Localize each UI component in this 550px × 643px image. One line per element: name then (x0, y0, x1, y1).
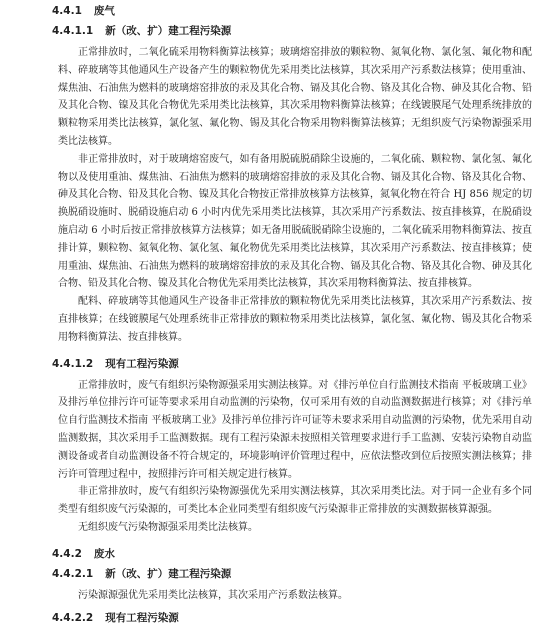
section-heading-4-4-2-2 (52, 611, 532, 625)
section-heading-4-4-1 (52, 4, 532, 18)
section-number: 4.4.1.1 (52, 25, 94, 37)
section-title: 新（改、扩）建工程污染源 (105, 25, 232, 37)
section-title: 新（改、扩）建工程污染源 (105, 567, 232, 580)
section-title: 废气 (93, 5, 115, 17)
section-title: 现有工程污染源 (105, 357, 179, 370)
section-heading-4-4-2 (52, 547, 532, 561)
paragraph-abnormal-emission-existing: 非正常排放时，废气有组织污染物源强优先采用实测法核算，其次采用类比法。对于同一企业有多个同类型有组织废气污染源的，可类比本企业同类型有组织废气污染源非正常排放的实测数据核算源强。 (58, 486, 532, 516)
paragraph-fugitive-emission: 无组织废气污染物源强采用类比法核算。 (78, 521, 258, 533)
paragraph-abnormal-emission-kiln: 非正常排放时，对于玻璃熔窑废气，如有备用脱硫脱硝除尘设施的，二氧化硫、颗粒物、氯化氢、氟化物以及使用重油、煤焦油、石油焦为燃料的玻璃熔窑排放的汞及其化合物、镉及其化合物、铬及其化合物、砷及其化合物、铅及其化合物、镍及其化合物按正常排放核算方法核算，氮氧化物在符合 HJ 856 规定的切换脱硝设施时、脱硝设施启动 6 小时内优先采用类比法核算，其次采用产污系数法、按直排核算，在脱硝设施启动 6 小时后按正常排放核算方法核算；如无备用脱硫脱硝除尘设施的，二氧化硫采用物料衡算法、按直排计算，颗粒物、氮氧化物、氯化氢、氟化物优先采用类比法核算，其次采用产污系数法、按直排核算；使用重油、煤焦油、石油焦为燃料的玻璃熔窑排放的汞及其化合物、镉及其化合物、铬及其化合物、砷及其化合物、铅及其化合物、镍及其化合物优先采用类比法核算，其次采用物料衡算法、按直排核算。 (58, 153, 532, 290)
section-heading-4-4-2-1 (52, 567, 532, 581)
paragraph-abnormal-emission-other: 配料、碎玻璃等其他通风生产设备非正常排放的颗粒物优先采用类比法核算，其次采用产污系数法、按直排核算；在线镀膜尾气处理系统非正常排放的颗粒物采用类比法核算，氯化氢、氟化物、锡及其化合物采用物料衡算法、按直排核算。 (58, 296, 532, 343)
section-number: 4.4.2.1 (52, 567, 94, 580)
section-number: 4.4.1 (52, 5, 82, 17)
section-number: 4.4.1.2 (52, 357, 94, 370)
paragraph-normal-emission-existing: 正常排放时，废气有组织污染物源强采用实测法核算。对《排污单位自行监测技术指南 平板玻璃工业》及排污单位排污许可证等要求采用自动监测的污染物，仅可采用有效的自动监测数据进行核算；对《排污单位自行监测技术指南 平板玻璃工业》及排污单位排污许可证等未要求采用自动监测的污染物，优先采用自动监测数据，其次采用手工监测数据。现有工程污染源未按照相关管理要求进行手工监测、安装污染物自动监测设备或者自动监测设备不符合规定的，环境影响评价管理过程中，应依法整改到位后按照实测法核算；排污许可管理过程中，按照排污许可相关规定进行核算。 (58, 379, 532, 480)
section-title: 废水 (93, 547, 115, 560)
section-number: 4.4.2 (52, 547, 82, 560)
section-number: 4.4.2.2 (52, 611, 94, 624)
section-title: 现有工程污染源 (105, 611, 179, 624)
section-heading-4-4-1-2 (52, 357, 532, 371)
paragraph-normal-emission-new: 正常排放时，二氧化硫采用物料衡算法核算；玻璃熔窑排放的颗粒物、氮氧化物、氯化氢、氟化物和配料、碎玻璃等其他通风生产设备产生的颗粒物优先采用类比法核算，其次采用产污系数法核算；使用重油、煤焦油、石油焦为燃料的玻璃熔窑排放的汞及其化合物、镉及其化合物、铬及其化合物、砷及其化合物、铅及其化合物、镍及其化合物优先采用类比法核算，其次采用物料衡算法核算；在线镀膜尾气处理系统排放的颗粒物采用类比法核算，氯化氢、氟化物、锡及其化合物采用物料衡算法核算；无组织废气污染物源强采用类比法核算。 (58, 47, 532, 147)
section-heading-4-4-1-1 (52, 24, 532, 38)
paragraph-wastewater-new: 污染源源强优先采用类比法核算，其次采用产污系数法核算。 (78, 589, 348, 601)
